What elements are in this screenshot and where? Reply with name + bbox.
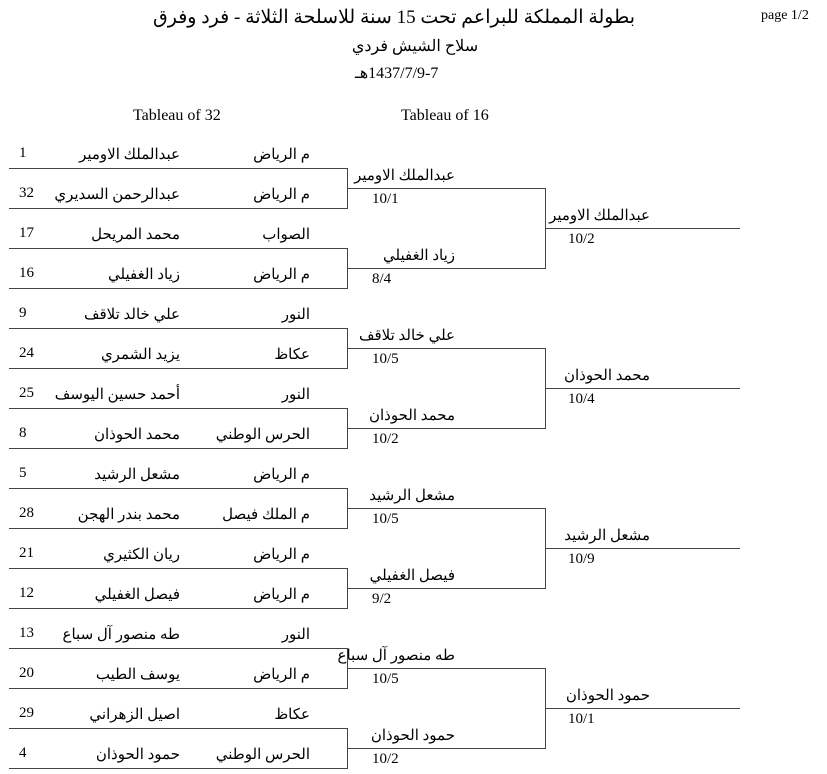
page-number: page 1/2: [761, 8, 809, 23]
bout-score: 10/4: [568, 391, 595, 407]
fencer-club: م الرياض: [253, 467, 310, 483]
tableau-32-line: [9, 248, 348, 249]
winner-name: حمود الحوذان: [565, 688, 650, 704]
bout-score: 10/1: [372, 191, 399, 207]
fencer-club: م الرياض: [253, 587, 310, 603]
tableau-16-line: [348, 428, 545, 429]
tableau-16-line: [348, 348, 545, 349]
winner-name: طه منصور آل سباع: [337, 648, 455, 664]
fencer-name: يوسف الطيب: [95, 667, 180, 683]
tableau-32-line: [9, 528, 348, 529]
page-title: بطولة المملكة للبراعم تحت 15 سنة للاسلحة الثلاثة - فرد وفرق: [152, 7, 635, 28]
fencer-club: عكاظ: [274, 347, 310, 363]
fencer-club: م الرياض: [253, 267, 310, 283]
fencer-club: النور: [281, 387, 310, 403]
seed-number: 8: [19, 425, 27, 441]
winner-name: عبدالملك الاومير: [354, 168, 455, 184]
seed-number: 32: [19, 185, 34, 201]
tableau-16-line: [348, 508, 545, 509]
fencer-name: علي خالد تلاقف: [83, 307, 180, 323]
seed-number: 25: [19, 385, 34, 401]
fencer-club: م الرياض: [253, 547, 310, 563]
bout-score: 10/5: [372, 671, 399, 687]
seed-number: 17: [19, 225, 34, 241]
tableau-16-line: [348, 748, 545, 749]
fencer-name: زياد الغفيلي: [108, 267, 180, 283]
tableau-32-line: [9, 328, 348, 329]
fencer-club: الصواب: [262, 227, 310, 243]
fencer-name: حمود الحوذان: [95, 747, 180, 763]
seed-number: 24: [19, 345, 34, 361]
winner-name: فيصل الغفيلي: [369, 568, 455, 584]
tableau-8-line: [546, 388, 740, 389]
bout-score: 8/4: [372, 271, 392, 287]
fencer-name: طه منصور آل سباع: [62, 627, 180, 643]
seed-number: 16: [19, 265, 34, 281]
tableau-32-line: [9, 648, 348, 649]
tableau-32-line: [9, 728, 348, 729]
bout-score: 10/9: [568, 551, 595, 567]
fencer-name: عبدالملك الاومير: [79, 147, 180, 163]
tableau-16-line: [348, 188, 545, 189]
fencer-name: محمد الحوذان: [93, 427, 180, 443]
winner-name: زياد الغفيلي: [383, 248, 455, 264]
fencer-club: م الملك فيصل: [222, 507, 310, 523]
fencer-club: الحرس الوطني: [215, 427, 310, 443]
fencer-club: عكاظ: [274, 707, 310, 723]
tableau-32-line: [9, 208, 348, 209]
tableau-32-line: [9, 408, 348, 409]
winner-name: محمد الحوذان: [563, 368, 650, 384]
tableau-32-line: [9, 688, 348, 689]
fencer-club: النور: [281, 627, 310, 643]
seed-number: 20: [19, 665, 34, 681]
seed-number: 28: [19, 505, 34, 521]
bout-score: 10/1: [568, 711, 595, 727]
tableau-32-line: [9, 608, 348, 609]
winner-name: عبدالملك الاومير: [549, 208, 650, 224]
bout-score: 10/2: [372, 431, 399, 447]
bout-score: 10/2: [568, 231, 595, 247]
tableau-32-line: [9, 168, 348, 169]
tableau-8-line: [546, 548, 740, 549]
weapon-subtitle: سلاح الشيش فردي: [351, 38, 479, 55]
event-date: 1437/7/9-7هـ: [355, 65, 439, 82]
tableau-32-header: Tableau of 32: [133, 107, 221, 124]
tableau-16-line: [348, 588, 545, 589]
fencer-club: م الرياض: [253, 147, 310, 163]
fencer-name: ريان الكثيري: [103, 547, 180, 563]
bout-score: 10/5: [372, 511, 399, 527]
winner-name: مشعل الرشيد: [369, 488, 455, 504]
seed-number: 21: [19, 545, 34, 561]
seed-number: 5: [19, 465, 27, 481]
seed-number: 13: [19, 625, 34, 641]
tableau-16-line: [348, 668, 545, 669]
tableau-32-line: [9, 368, 348, 369]
tableau-32-line: [9, 768, 348, 769]
tableau-32-line: [9, 568, 348, 569]
tableau-16-header: Tableau of 16: [401, 107, 489, 124]
fencer-name: أحمد حسين اليوسف: [54, 387, 180, 403]
tableau-8-line: [546, 708, 740, 709]
fencer-club: الحرس الوطني: [215, 747, 310, 763]
fencer-club: النور: [281, 307, 310, 323]
winner-name: علي خالد تلاقف: [358, 328, 455, 344]
seed-number: 12: [19, 585, 34, 601]
fencer-name: مشعل الرشيد: [94, 467, 180, 483]
seed-number: 9: [19, 305, 27, 321]
tableau-32-line: [9, 488, 348, 489]
bout-score: 9/2: [372, 591, 392, 607]
fencer-name: محمد المريحل: [91, 227, 180, 243]
fencer-name: محمد بندر الهجن: [77, 507, 180, 523]
tableau-8-line: [546, 228, 740, 229]
bout-score: 10/5: [372, 351, 399, 367]
fencer-name: يزيد الشمري: [100, 347, 180, 363]
fencer-club: م الرياض: [253, 187, 310, 203]
fencer-name: فيصل الغفيلي: [94, 587, 180, 603]
winner-name: محمد الحوذان: [368, 408, 455, 424]
seed-number: 4: [19, 745, 27, 761]
tableau-32-line: [9, 288, 348, 289]
fencer-club: م الرياض: [253, 667, 310, 683]
bout-score: 10/2: [372, 751, 399, 767]
fencer-name: اصيل الزهراني: [89, 707, 180, 723]
tableau-16-line: [348, 268, 545, 269]
winner-name: مشعل الرشيد: [564, 528, 650, 544]
seed-number: 29: [19, 705, 34, 721]
tableau-32-line: [9, 448, 348, 449]
seed-number: 1: [19, 145, 27, 161]
fencer-name: عبدالرحمن السديري: [54, 187, 180, 203]
winner-name: حمود الحوذان: [370, 728, 455, 744]
